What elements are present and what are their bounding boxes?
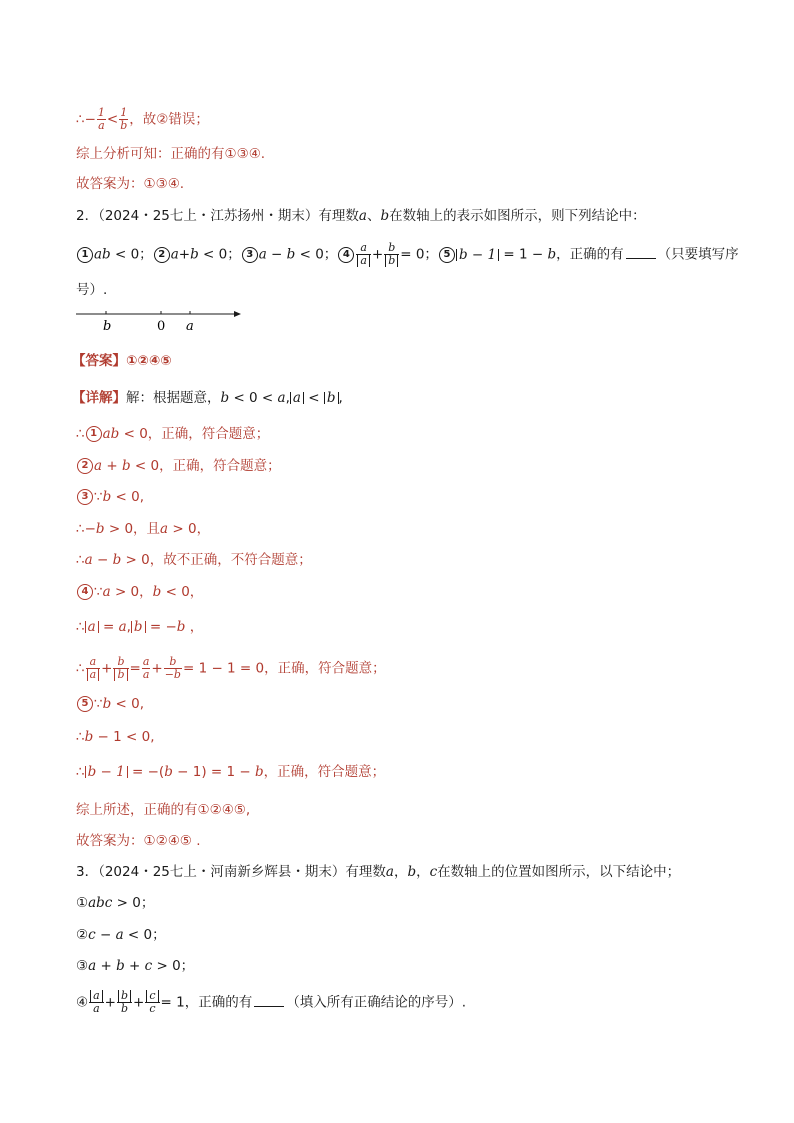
answer-line-2: 故答案为：①②④⑤ . <box>76 833 201 849</box>
detail-step-4: ∴−b > 0，且a > 0， <box>76 521 211 537</box>
summary-line-1: 综上分析可知：正确的有①③④. <box>76 146 266 162</box>
q2-options: 1 ab < 0； 2 a+b < 0； 3 a − b < 0； 4 $\frac{a}{a}$ + $\frac{b}{b}$ = 0； 5 b − 1 = 1 − b，正确的有 （只要填写序 <box>76 242 739 267</box>
number-line-label-a: a <box>186 319 194 334</box>
q3-option-1: ①abc > 0； <box>76 895 155 911</box>
detail-step-11: ∴ b − 1 = −(b − 1) = 1 − b，正确，符合题意； <box>76 764 386 780</box>
detail-step-2: 2 a + b < 0，正确，符合题意； <box>76 456 281 476</box>
answer-blank <box>626 244 656 259</box>
detail-step-5: ∴a − b > 0，故不正确，不符合题意； <box>76 552 312 568</box>
q3-option-2: ②c − a < 0； <box>76 927 166 943</box>
q2-heading: 2．（2024・25七上・江苏扬州・期末）有理数a、b在数轴上的表示如图所示，则下列结论中： <box>76 208 646 224</box>
number-line-label-b: b <box>103 319 112 334</box>
answer-line: 【答案】①②④⑤ <box>72 353 172 369</box>
number-line-label-0: 0 <box>157 319 166 334</box>
q3-heading: 3．（2024・25七上・河南新乡辉县・期末）有理数a，b，c在数轴上的位置如图所示，以下结论中； <box>76 864 681 880</box>
detail-step-7: ∴ a = a, b = −b ， <box>76 619 204 635</box>
number-line <box>76 306 246 336</box>
detail-intro: 【详解】解：根据题意，b < 0 < a, a < b , <box>72 390 343 406</box>
detail-step-3: 3 ∵b < 0, <box>76 487 144 507</box>
detail-step-6: 4 ∵a > 0，b < 0， <box>76 582 203 602</box>
q3-option-3: ③a + b + c > 0； <box>76 958 195 974</box>
detail-step-10: ∴b − 1 < 0, <box>76 729 155 745</box>
summary-line-2: 综上所述，正确的有①②④⑤, <box>76 802 251 818</box>
q3-option-4: ④ $\frac{a}{a}$ + $\frac{b}{b}$ + $\frac{c}{c}$ = 1，正确的有 （填入所有正确结论的序号）. <box>76 989 467 1015</box>
answer-blank-q3 <box>254 992 284 1007</box>
q2-options-tail: 号）. <box>76 282 108 298</box>
answer-line-1: 故答案为：①③④. <box>76 176 185 192</box>
detail-step-9: 5 ∵b < 0, <box>76 694 144 714</box>
detail-step-1: ∴ 1 ab < 0，正确，符合题意； <box>76 426 270 442</box>
detail-step-8: ∴ $\frac{a}{a}$ + $\frac{b}{b}$ = $\frac{a}{a}$ + $\frac{b}{-b}$ = 1 − 1 = 0，正确，符合题意； <box>76 655 386 681</box>
line-conclusion-2-wrong: ∴− $\frac{1}{a}$ < $\frac{1}{b}$ ，故②错误； <box>76 106 209 132</box>
